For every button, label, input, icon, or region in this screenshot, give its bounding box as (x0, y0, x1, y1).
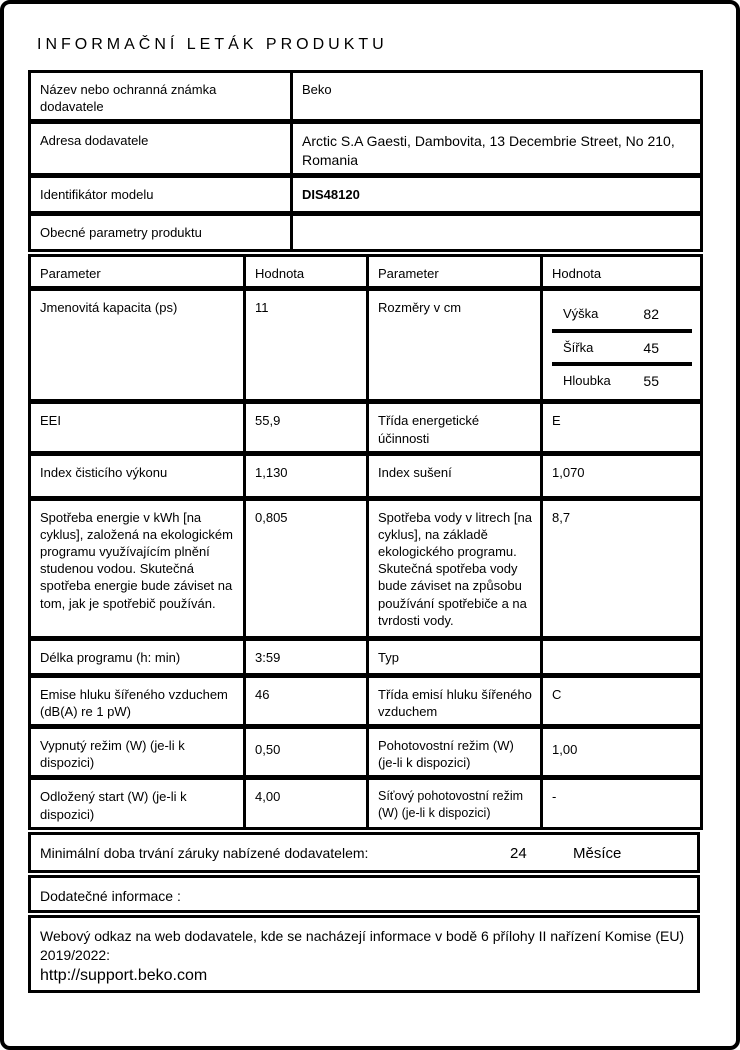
param-value: 46 (245, 675, 368, 726)
supplier-address-value: Arctic S.A Gaesti, Dambovita, 13 Decembrie Street, No 210, Romania (292, 122, 702, 176)
additional-info-label: Dodatečné informace : (40, 887, 181, 904)
column-header: Hodnota (245, 256, 368, 289)
table-row-capacity-dimensions (30, 289, 702, 402)
param-label: Emise hluku šířeného vzduchem (dB(A) re 1 pW) (30, 675, 245, 726)
param-value: E (542, 402, 702, 453)
table-row-delayed-start (30, 778, 702, 828)
general-params-label: Obecné parametry produktu (30, 214, 292, 251)
dimension-row-width (552, 329, 692, 362)
additional-info-row (28, 875, 700, 913)
param-value: 1,130 (245, 453, 368, 498)
param-label: Rozměry v cm (368, 289, 542, 402)
parameters-table (28, 254, 703, 829)
supplier-address-label: Adresa dodavatele (30, 122, 292, 176)
param-value: - (542, 778, 702, 828)
param-label: Spotřeba vody v litrech [na cyklus], na základě ekologického programu. Skutečná spotřeba vody bude záviset na způsobu používání spotřebiče a na tvrdosti vody. (368, 498, 542, 638)
web-link-url[interactable]: http://support.beko.com (40, 967, 208, 985)
table-row-index (30, 453, 702, 498)
model-id-label: Identifikátor modelu (30, 176, 292, 214)
param-value: 1,00 (542, 727, 702, 778)
param-value: C (542, 675, 702, 726)
dimension-name: Šířka (563, 339, 594, 355)
table-row (30, 214, 702, 251)
table-row (30, 122, 702, 176)
param-label: Délka programu (h: min) (30, 638, 245, 675)
column-header: Parameter (30, 256, 245, 289)
param-label: Vypnutý režim (W) (je-li k dispozici) (30, 727, 245, 778)
warranty-unit: Měsíce (573, 844, 622, 862)
warranty-value: 24 (510, 844, 527, 862)
supplier-name-label: Název nebo ochranná známka dodavatele (30, 72, 292, 122)
general-params-value (292, 214, 702, 251)
table-row (30, 176, 702, 214)
param-value: 8,7 (542, 498, 702, 638)
footer-section (28, 832, 700, 993)
param-label: Odložený start (W) (je-li k dispozici) (30, 778, 245, 828)
supplier-table (28, 70, 703, 252)
dimensions-subtable (552, 299, 692, 395)
param-label: Síťový pohotovostní režim (W) (je-li k dispozici) (368, 778, 542, 828)
dimension-name: Výška (563, 306, 599, 322)
warranty-row (28, 832, 700, 873)
warranty-label: Minimální doba trvání záruky nabízené dodavatelem: (40, 844, 369, 861)
table-row-eei (30, 402, 702, 453)
dimension-row-height (552, 299, 692, 328)
param-label: Index čisticího výkonu (30, 453, 245, 498)
param-value: 0,805 (245, 498, 368, 638)
param-value: 0,50 (245, 727, 368, 778)
param-label: Spotřeba energie v kWh [na cyklus], založená na ekologickém programu využívajícím plnění studenou vodou. Skutečná spotřeba energie bude záviset na tom, jak je spotřebič používán. (30, 498, 245, 638)
param-value: 55,9 (245, 402, 368, 453)
param-value: 3:59 (245, 638, 368, 675)
page-title: INFORMAČNÍ LETÁK PRODUKTU (37, 36, 388, 53)
fiche-content (28, 70, 700, 993)
param-label: Jmenovitá kapacita (ps) (30, 289, 245, 402)
web-link-text: Webový odkaz na web dodavatele, kde se nacházejí informace v bodě 6 přílohy II nařízení Komise (EU) 2019/2022: (40, 927, 685, 963)
web-link-row (28, 915, 700, 993)
param-value (542, 638, 702, 675)
table-row-noise (30, 675, 702, 726)
dimension-value: 82 (643, 306, 659, 323)
table-row-duration (30, 638, 702, 675)
param-value: 11 (245, 289, 368, 402)
dimension-row-depth (552, 362, 692, 395)
param-value: 1,070 (542, 453, 702, 498)
supplier-name-value: Beko (292, 72, 702, 122)
model-id-value: DIS48120 (292, 176, 702, 214)
column-header: Hodnota (542, 256, 702, 289)
param-label: EEI (30, 402, 245, 453)
header-row (30, 256, 702, 289)
table-row-consumption (30, 498, 702, 638)
dimension-name: Hloubka (563, 373, 611, 389)
table-row (30, 72, 702, 122)
param-label: Pohotovostní režim (W) (je-li k dispozici) (368, 727, 542, 778)
column-header: Parameter (368, 256, 542, 289)
param-label: Třída emisí hluku šířeného vzduchem (368, 675, 542, 726)
table-row-off-mode (30, 727, 702, 778)
param-label: Typ (368, 638, 542, 675)
param-label: Index sušení (368, 453, 542, 498)
param-value: 4,00 (245, 778, 368, 828)
dimensions-cell (542, 289, 702, 402)
param-label: Třída energetické účinnosti (368, 402, 542, 453)
dimension-value: 45 (643, 339, 659, 356)
dimension-value: 55 (643, 373, 659, 390)
